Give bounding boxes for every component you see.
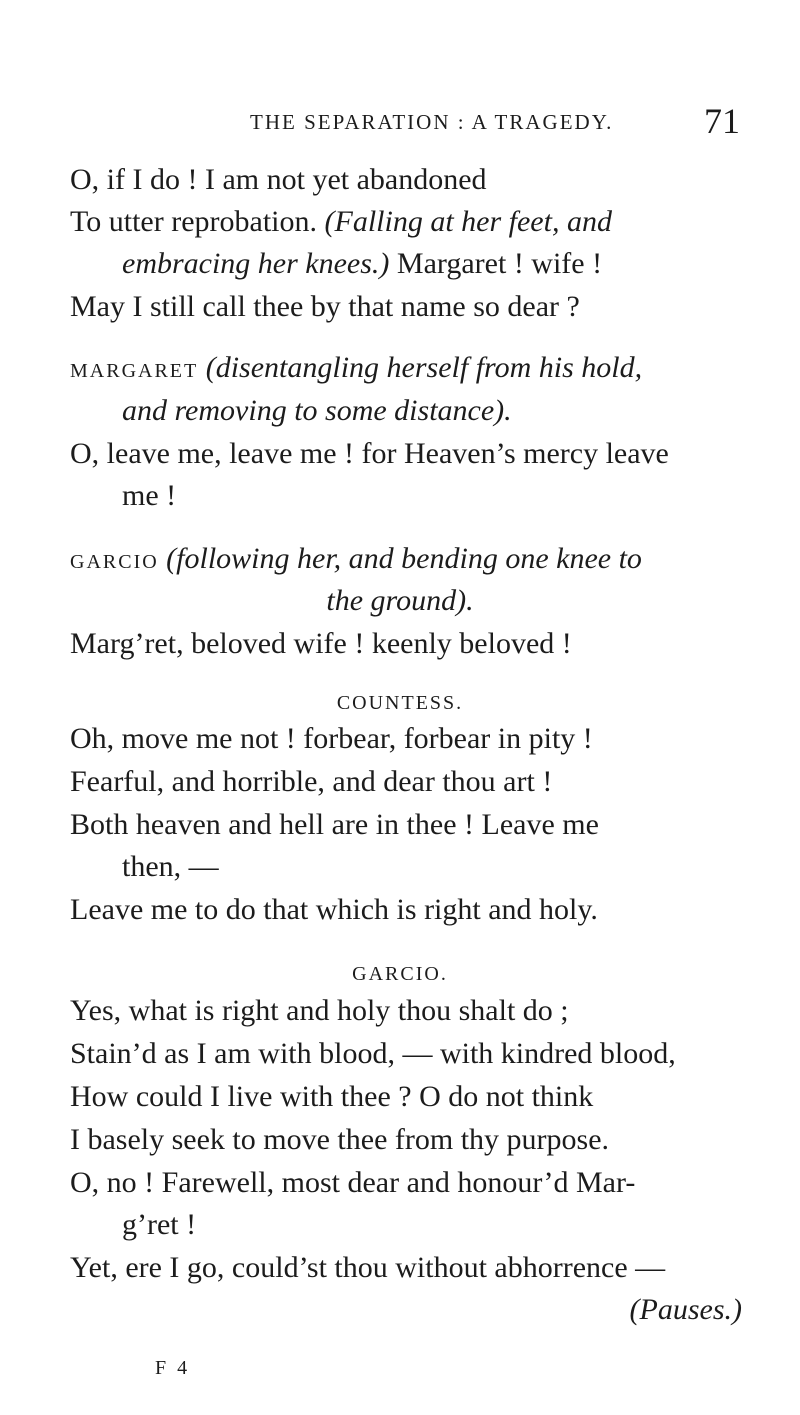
speaker-heading (0, 680, 800, 723)
speaker-heading (0, 951, 800, 994)
running-title: THE SEPARATION : A TRAGEDY. (250, 110, 614, 134)
stage-direction: embracing her knees.) (122, 247, 390, 280)
verse-line: Fearful, and horrible, and dear thou art ! (70, 765, 553, 798)
verse-line: How could I live with thee ? O do not think (70, 1080, 594, 1113)
speaker-heading (70, 539, 742, 582)
verse-line: O, no ! Farewell, most dear and honour’d Mar- (70, 1166, 636, 1199)
speaker-name: GARCIO (70, 551, 159, 573)
page-header (250, 100, 740, 140)
stage-direction-line (0, 581, 800, 621)
verse-line: then, — (122, 850, 219, 883)
verse-line: May I still call thee by that name so dear ? (70, 290, 580, 323)
speaker-name: MARGARET (70, 360, 199, 382)
verse-line: Yes, what is right and holy thou shalt do ; (70, 994, 569, 1027)
verse-line: g’ret ! (122, 1208, 197, 1241)
verse-line: O, if I do ! I am not yet abandoned (70, 163, 487, 196)
verse-line: Marg’ret, beloved wife ! keenly beloved ! (70, 627, 572, 660)
speaker-name: COUNTESS. (336, 692, 464, 714)
speaker-name: GARCIO. (352, 963, 448, 985)
verse-line: I basely seek to move thee from thy purpose. (70, 1123, 610, 1156)
stage-direction: (following her, and bending one knee to (166, 542, 642, 575)
stage-direction: and removing to some distance). (122, 394, 512, 427)
verse-line: me ! (122, 479, 177, 512)
verse-line: Stain’d as I am with blood, — with kindred blood, (70, 1037, 676, 1070)
verse-line: Oh, move me not ! forbear, forbear in pity ! (70, 722, 593, 755)
verse-line: Yet, ere I go, could’st thou without abhorrence — (70, 1251, 666, 1284)
stage-direction-line (122, 391, 742, 431)
signature-mark: F 4 (155, 1357, 191, 1379)
verse-line: embracing her knees.) Margaret ! wife ! (122, 247, 603, 280)
verse-line: Leave me to do that which is right and holy. (70, 893, 598, 926)
stage-direction: (Pauses.) (629, 1293, 742, 1326)
stage-direction: (disentangling herself from his hold, (205, 351, 643, 384)
page-number: 71 (704, 101, 740, 141)
verse-line: Both heaven and hell are in thee ! Leave me (70, 808, 599, 841)
speaker-heading (70, 348, 742, 391)
stage-direction-line (0, 1290, 742, 1330)
stage-direction: (Falling at her feet, and (324, 205, 612, 238)
verse-line: To utter reprobation. (Falling at her feet, and (70, 205, 612, 238)
stage-direction: the ground). (326, 584, 474, 617)
verse-line: O, leave me, leave me ! for Heaven’s mercy leave (70, 437, 669, 470)
